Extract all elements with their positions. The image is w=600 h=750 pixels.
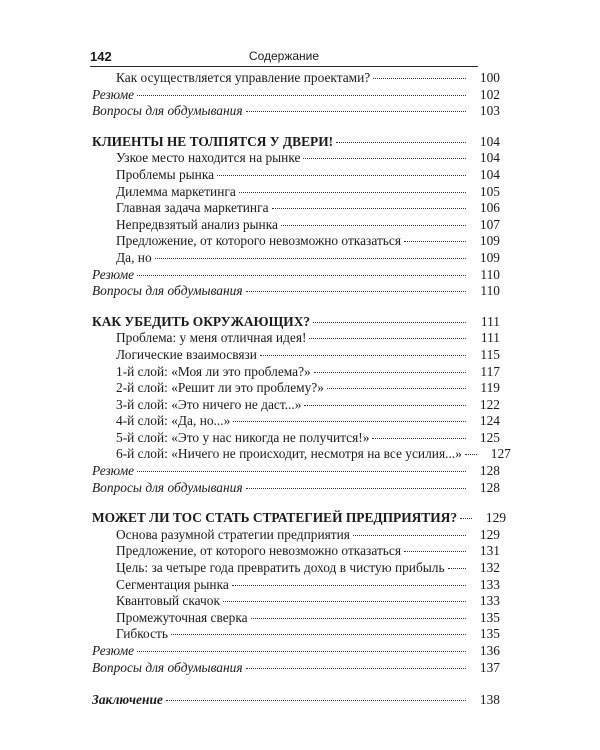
leader-dots bbox=[166, 699, 466, 701]
toc-entry[interactable] bbox=[92, 446, 511, 463]
toc-entry-title: 5-й слой: «Это у нас никогда не получится!» bbox=[116, 429, 370, 445]
toc-entry-page: 104 bbox=[479, 166, 500, 182]
toc-entry-title: Резюме bbox=[92, 463, 135, 479]
toc-entry-title: Основа разумной стратегии предприятия bbox=[116, 526, 350, 542]
leader-dots bbox=[137, 274, 466, 276]
leader-dots bbox=[465, 453, 477, 455]
toc-entry-page: 125 bbox=[479, 429, 500, 445]
toc-entry-page: 122 bbox=[479, 396, 500, 412]
toc-entry[interactable] bbox=[92, 330, 500, 347]
toc-entry-summary[interactable] bbox=[92, 267, 500, 284]
toc-entry-title: Главная задача маркетинга bbox=[116, 200, 269, 216]
toc-entry-page: 132 bbox=[479, 560, 500, 576]
toc-entry-title: Да, но bbox=[116, 249, 152, 265]
toc-entry[interactable] bbox=[92, 610, 500, 627]
toc-entry-title: 1-й слой: «Моя ли это проблема?» bbox=[116, 363, 311, 379]
toc-entry[interactable] bbox=[92, 543, 500, 560]
toc-entry[interactable] bbox=[92, 217, 500, 234]
toc-entry[interactable] bbox=[92, 150, 500, 167]
leader-dots bbox=[404, 550, 466, 552]
leader-dots bbox=[327, 387, 466, 389]
toc-entry[interactable] bbox=[92, 413, 500, 430]
leader-dots bbox=[155, 257, 466, 259]
toc-entry-title: 3-й слой: «Это ничего не даст...» bbox=[116, 396, 302, 412]
toc-entry-summary[interactable] bbox=[92, 643, 500, 660]
toc-entry-page: 124 bbox=[479, 413, 500, 429]
toc-entry-page: 106 bbox=[479, 200, 500, 216]
toc-entry-page: 138 bbox=[479, 692, 500, 708]
running-title: Содержание bbox=[248, 49, 320, 63]
toc-entry-page: 119 bbox=[480, 380, 500, 396]
toc-entry-title: Предложение, от которого невозможно отказаться bbox=[116, 543, 401, 559]
leader-dots bbox=[217, 174, 466, 176]
leader-dots bbox=[272, 207, 466, 209]
toc-entry[interactable] bbox=[92, 167, 500, 184]
toc-entry[interactable] bbox=[92, 626, 500, 643]
leader-dots bbox=[303, 157, 466, 159]
toc-entry[interactable] bbox=[92, 70, 500, 87]
leader-dots bbox=[372, 437, 466, 439]
toc-entry-title: Резюме bbox=[92, 86, 135, 102]
toc-entry[interactable] bbox=[92, 430, 500, 447]
toc-entry-title: Вопросы для обдумывания bbox=[92, 659, 243, 675]
leader-dots bbox=[171, 633, 466, 635]
toc-entry-page: 115 bbox=[480, 346, 500, 362]
toc-entry-title: Непредвзятый анализ рынка bbox=[116, 216, 278, 232]
toc-entry-page: 133 bbox=[479, 593, 500, 609]
leader-dots bbox=[448, 567, 466, 569]
toc-entry-summary[interactable] bbox=[92, 87, 500, 104]
toc-entry-page: 107 bbox=[479, 216, 500, 232]
toc-entry-page: 105 bbox=[479, 183, 500, 199]
toc-entry-title: Предложение, от которого невозможно отказаться bbox=[116, 233, 401, 249]
toc-chapter-title: КАК УБЕДИТЬ ОКРУЖАЮЩИХ? bbox=[92, 313, 311, 329]
toc-entry-title: Резюме bbox=[92, 643, 135, 658]
toc-entry-summary[interactable] bbox=[92, 463, 500, 480]
leader-dots bbox=[223, 600, 466, 602]
leader-dots bbox=[251, 617, 466, 619]
toc-entry[interactable] bbox=[92, 347, 500, 364]
toc-chapter-title: КЛИЕНТЫ НЕ ТОЛПЯТСЯ У ДВЕРИ! bbox=[92, 133, 334, 149]
toc-entry-page: 133 bbox=[479, 576, 500, 592]
table-of-contents bbox=[92, 70, 511, 709]
leader-dots bbox=[314, 371, 466, 373]
toc-entry[interactable] bbox=[92, 560, 500, 577]
leader-dots bbox=[233, 420, 466, 422]
leader-dots bbox=[313, 321, 466, 323]
toc-entry-title: Узкое место находится на рынке bbox=[116, 150, 301, 166]
toc-chapter-title: МОЖЕТ ЛИ ТОС СТАТЬ СТРАТЕГИЕЙ ПРЕДПРИЯТИЯ? bbox=[92, 510, 458, 526]
toc-entry-questions[interactable] bbox=[92, 283, 500, 300]
toc-entry-title: Проблемы рынка bbox=[116, 166, 215, 182]
leader-dots bbox=[404, 240, 466, 242]
toc-entry-title: Проблема: у меня отличная идея! bbox=[116, 330, 307, 346]
toc-entry-title: Дилемма маркетинга bbox=[116, 183, 236, 199]
leader-dots bbox=[336, 141, 466, 143]
toc-entry-questions[interactable] bbox=[92, 660, 500, 677]
leader-dots bbox=[460, 517, 472, 519]
leader-dots bbox=[309, 337, 466, 339]
toc-entry-page: 102 bbox=[479, 86, 500, 102]
toc-entry[interactable] bbox=[92, 200, 500, 217]
toc-entry[interactable] bbox=[92, 364, 500, 381]
toc-entry[interactable] bbox=[92, 527, 500, 544]
toc-entry-title: Квантовый скачок bbox=[116, 593, 220, 609]
leader-dots bbox=[137, 650, 466, 652]
leader-dots bbox=[246, 290, 466, 292]
toc-entry-title: Вопросы для обдумывания bbox=[92, 103, 243, 119]
toc-entry[interactable] bbox=[92, 593, 500, 610]
leader-dots bbox=[260, 354, 466, 356]
toc-entry-title: 2-й слой: «Решит ли это проблему?» bbox=[116, 380, 324, 396]
toc-entry-title: Как осуществляется управление проектами? bbox=[116, 70, 371, 85]
leader-dots bbox=[353, 534, 466, 536]
toc-entry-title: Резюме bbox=[92, 266, 135, 282]
toc-chapter[interactable] bbox=[92, 314, 500, 331]
toc-entry-page: 117 bbox=[480, 363, 500, 379]
toc-entry-questions[interactable] bbox=[92, 480, 500, 497]
toc-entry-page: 129 bbox=[485, 510, 507, 526]
toc-entry-title: Вопросы для обдумывания bbox=[92, 479, 243, 495]
leader-dots bbox=[304, 404, 466, 406]
leader-dots bbox=[246, 110, 466, 112]
leader-dots bbox=[246, 667, 466, 669]
toc-entry-page: 128 bbox=[479, 463, 500, 479]
toc-entry-title: Вопросы для обдумывания bbox=[92, 283, 243, 299]
toc-entry-page: 128 bbox=[479, 479, 500, 495]
leader-dots bbox=[232, 584, 466, 586]
toc-entry-page: 136 bbox=[479, 643, 500, 658]
toc-entry-page: 110 bbox=[480, 283, 500, 299]
toc-conclusion-title: Заключение bbox=[92, 692, 163, 708]
toc-entry-page: 135 bbox=[479, 609, 500, 625]
toc-entry[interactable] bbox=[92, 233, 500, 250]
toc-entry-page: 131 bbox=[479, 543, 500, 559]
toc-entry[interactable] bbox=[92, 250, 500, 267]
toc-entry[interactable] bbox=[92, 184, 500, 201]
toc-entry[interactable] bbox=[92, 397, 500, 414]
toc-entry-page: 137 bbox=[479, 659, 500, 675]
leader-dots bbox=[239, 191, 466, 193]
toc-entry-page: 111 bbox=[480, 313, 500, 329]
toc-chapter[interactable] bbox=[92, 134, 500, 151]
toc-conclusion[interactable] bbox=[92, 692, 500, 709]
toc-entry-title: Цель: за четыре года превратить доход в чистую прибыль bbox=[116, 560, 445, 576]
toc-entry-page: 104 bbox=[479, 133, 500, 149]
toc-entry-title: 6-й слой: «Ничего не происходит, несмотря на все усилия...» bbox=[116, 446, 462, 462]
toc-entry-page: 100 bbox=[479, 70, 500, 85]
toc-entry-page: 103 bbox=[479, 103, 500, 119]
leader-dots bbox=[137, 94, 466, 96]
leader-dots bbox=[246, 487, 466, 489]
toc-entry-title: 4-й слой: «Да, но...» bbox=[116, 413, 231, 429]
toc-entry-page: 104 bbox=[479, 150, 500, 166]
toc-entry-page: 135 bbox=[479, 626, 500, 642]
toc-entry-page: 109 bbox=[479, 233, 500, 249]
page-header bbox=[90, 46, 478, 67]
toc-chapter[interactable] bbox=[92, 510, 507, 527]
toc-entry[interactable] bbox=[92, 577, 500, 594]
leader-dots bbox=[137, 470, 466, 472]
toc-entry-title: Гибкость bbox=[116, 626, 168, 642]
leader-dots bbox=[281, 224, 466, 226]
toc-entry-questions[interactable] bbox=[92, 103, 500, 120]
toc-entry[interactable] bbox=[92, 380, 500, 397]
toc-entry-page: 110 bbox=[480, 266, 500, 282]
toc-entry-title: Сегментация рынка bbox=[116, 576, 229, 592]
toc-entry-page: 129 bbox=[479, 526, 500, 542]
toc-entry-title: Промежуточная сверка bbox=[116, 609, 248, 625]
toc-entry-title: Логические взаимосвязи bbox=[116, 346, 257, 362]
toc-entry-page: 127 bbox=[490, 446, 511, 462]
leader-dots bbox=[373, 77, 466, 79]
page-number: 142 bbox=[90, 49, 112, 64]
toc-entry-page: 109 bbox=[479, 249, 500, 265]
toc-entry-page: 111 bbox=[480, 330, 500, 346]
